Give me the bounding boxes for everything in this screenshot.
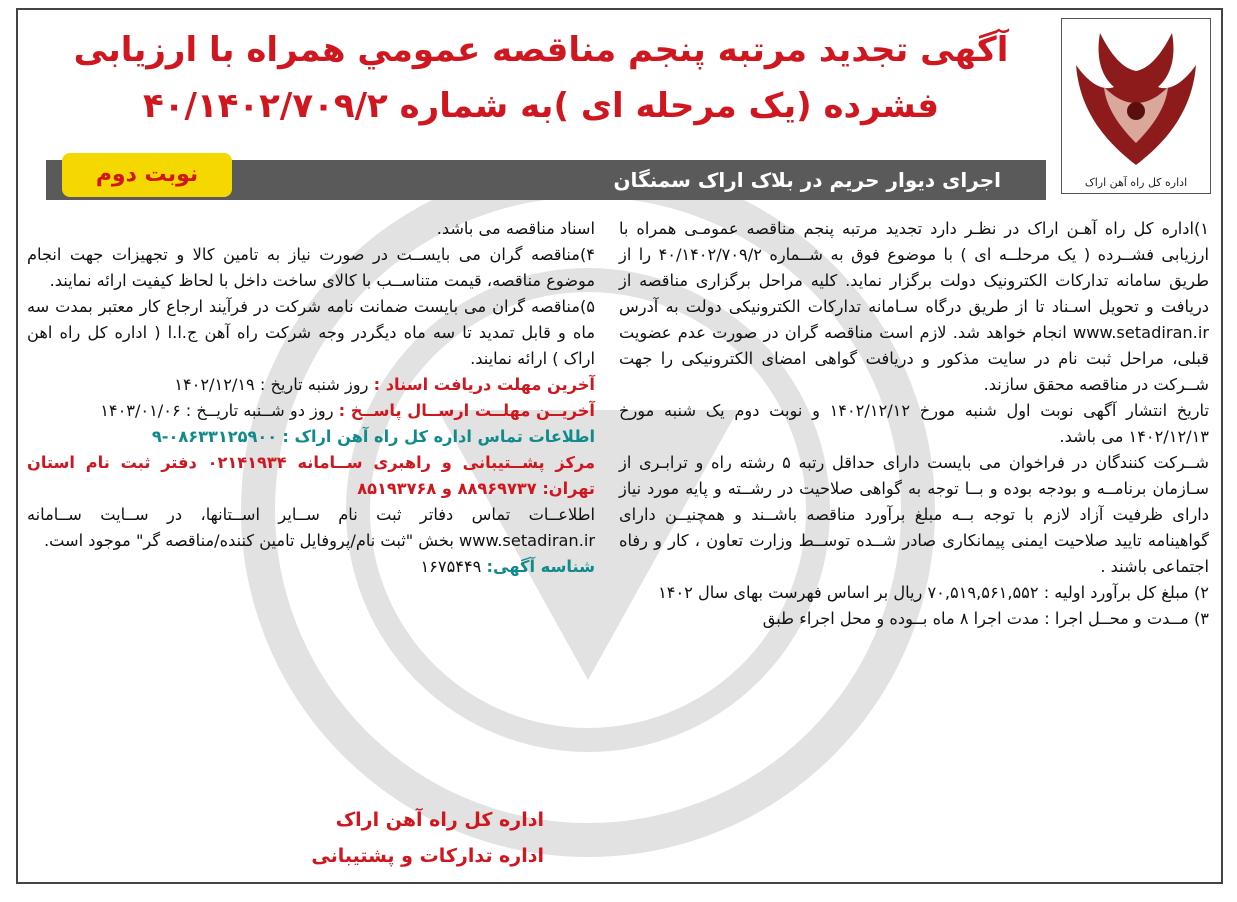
paragraph: ۴)مناقصه گران می بایســت در صورت نیاز به تامین کالا و تجهیزات جهت انجام موضوع مناقصه، قیمت متناســب با کالای ساخت داخل با لحاظ کیفیت ارائه نمایند. [27, 245, 595, 290]
paragraph: ۲) مبلغ کل برآورد اولیه : ۷۰,۵۱۹,۵۶۱,۵۵۲ ریال بر اساس فهرست بهای سال ۱۴۰۲ [658, 583, 1209, 602]
logo-caption: اداره کل راه آهن اراک [1084, 176, 1188, 189]
ad-id-value: ۱۶۷۵۴۴۹ [420, 557, 482, 576]
deadline-reply [27, 398, 595, 424]
contact-value: ۰۸۶۳۳۱۲۵۹۰۰-۹ [151, 427, 278, 446]
paragraph-text: انجام خواهد شد. لازم است مناقصه گران در صورت عدم عضویت قبلی، مراحل ثبت نام در سایت مذکور و دریافت گواهی امضای الکترونیکی را جهت شــرکت در مناقصه محقق سازند. [619, 323, 1209, 394]
deadline-reply-value: روز دو شــنبه تاریــخ : ۱۴۰۳/۰۱/۰۶ [100, 401, 334, 420]
paragraph: ۳) مــدت و محــل اجرا : مدت اجرا ۸ ماه بــوده و محل اجراء طبق [762, 609, 1209, 628]
other-provinces-text: بخش "ثبت نام/پروفایل تامین کننده/مناقصه گر" موجود است. [43, 531, 454, 550]
notice-frame [16, 8, 1223, 884]
paragraph: اسناد مناقصه می باشد. [436, 219, 595, 238]
notice-title [36, 22, 1046, 134]
logo-box [1061, 18, 1211, 194]
contact-info [27, 424, 595, 450]
setadiran-url: www.setadiran.ir [1073, 323, 1209, 342]
deadline-reply-label: آخریــن مهلــت ارســال پاســخ : [338, 401, 595, 420]
left-column [27, 216, 595, 580]
support-line: مرکز پشــتیبانی و راهبری ســامانه ۰۲۱۴۱۹۳۴ دفتر ثبت نام استان تهران: ۸۸۹۶۹۷۳۷ و ۸۵۱۹۳۷۶۸ [27, 453, 595, 498]
paragraph: ۵)مناقصه گران می بایست ضمانت نامه شرکت در فرآیند ارجاع کار معتبر بمدت سه ماه و قابل تمدید تا سه ماه دیگردر وجه شرکت راه آهن ج.ا.ا ( اداره کل راه اهن اراک ) ارائه نمایند. [27, 297, 595, 368]
paragraph: شــرکت کنندگان در فراخوان می بایست دارای حداقل رتبه ۵ رشته راه و ترابـری از سـازمان برنامــه و بودجه بوده و بــا توجه به گواهی صلاحیت در رشــته و پایه مورد نیاز دارای ظرفیت آزاد لازم با توجه بــه مبلغ برآورد مناقصه باشــند و همچنیــن دارای گواهینامه تایید صلاحیت ایمنی پیمانکاری صادر شــده توســط وزارت تعاون ، کار و رفاه اجتماعی باشند . [619, 453, 1209, 576]
setadiran-url: www.setadiran.ir [459, 531, 595, 550]
paragraph [619, 216, 1209, 398]
subject-bar: اجرای دیوار حریم در بلاک اراک سمنگان [46, 160, 1046, 200]
contact-label: اطلاعات تماس اداره کل راه آهن اراک : [282, 427, 595, 446]
paragraph-text: ۱)اداره کل راه آهـن اراک در نظـر دارد تجدید مرتبه پنجم مناقصه عمومـی همراه با ارزیابی فشــرده ( یک مرحلــه ای ) با موضوع فوق به شــماره ۴۰/۱۴۰۲/۷۰۹/۲ را از طریق سامانه تدارکات الکترونیک دولت برگزار نماید. کلیه مراحل برگزاری مناقصه از دریافت و تحویل اسـناد تا از طریق درگاه سـامانه تدارکات الکترونیکی دولت به آدرس [619, 219, 1209, 316]
deadline-docs [27, 372, 595, 398]
right-column [619, 216, 1209, 632]
signature-line-2: اداره تدارکات و پشتیبانی [311, 845, 544, 867]
signature [44, 802, 544, 874]
deadline-docs-label: آخرین مهلت دریافت اسناد : [373, 375, 595, 394]
deadline-docs-value: روز شنبه تاریخ : ۱۴۰۲/۱۲/۱۹ [174, 375, 369, 394]
other-provinces-text: اطلاعــات تماس دفاتر ثبت نام ســایر اســتانها، در ســایت ســامانه [27, 505, 595, 524]
railway-emblem-icon [1070, 25, 1202, 173]
signature-line-1: اداره کل راه آهن اراک [335, 809, 544, 831]
ad-id [27, 554, 595, 580]
ad-id-label: شناسه آگهی: [486, 557, 595, 576]
other-provinces [27, 502, 595, 554]
paragraph: تاریخ انتشار آگهی نوبت اول شنبه مورخ ۱۴۰۲/۱۲/۱۲ و نوبت دوم یک شنبه مورخ ۱۴۰۲/۱۲/۱۳ می باشد. [619, 401, 1209, 446]
title-line-2: فشرده (یک مرحله ای )به شماره ۴۰/۱۴۰۲/۷۰۹/۲ [142, 86, 940, 126]
title-line-1: آگهی تجدید مرتبه پنجم مناقصه عمومي همراه با ارزيابی [73, 30, 1009, 70]
round-badge: نوبت دوم [62, 153, 232, 197]
